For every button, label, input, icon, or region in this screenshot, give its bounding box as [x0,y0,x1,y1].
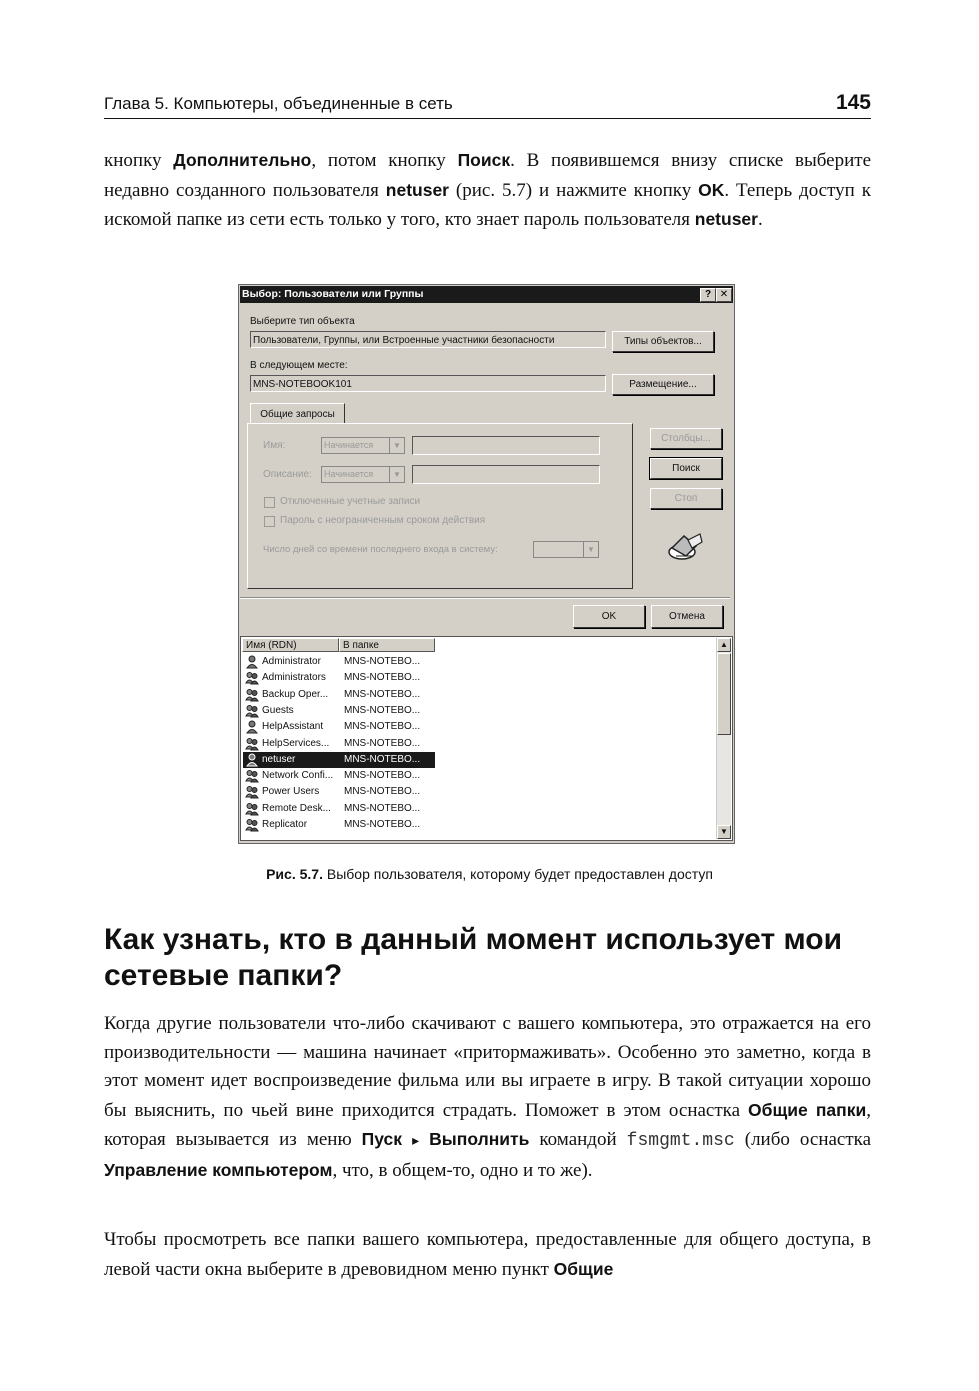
list-item-name: Administrators [262,672,326,684]
paragraph-1: кнопку Дополнительно, потом кнопку Поиск. В появившемся внизу списке выберите недавно созданного пользователя netuser (рис. 5.7) и нажмите кнопку OK. Теперь доступ к искомой папке из сети есть только у того, кто знает пароль пользователя netuser. [104,150,872,230]
column-header-folder[interactable]: В папке [339,638,435,652]
stop-button[interactable]: Стоп [650,488,722,509]
list-item-folder: MNS-NOTEBO... [344,688,421,700]
list-item[interactable] [243,703,435,719]
name-condition-combo[interactable]: Начинается ▼ [321,437,405,454]
vertical-scrollbar[interactable] [716,638,731,839]
disabled-accounts-label: Отключенные учетные записи [280,496,421,507]
locations-button[interactable]: Размещение... [612,374,714,395]
group-icon [245,785,259,799]
scroll-up-icon[interactable]: ▲ [717,638,731,652]
user-icon [245,655,259,669]
group-icon [245,769,259,783]
close-button[interactable]: ✕ [716,288,732,302]
non-expiring-password-checkbox[interactable] [264,516,275,527]
chevron-down-icon: ▼ [389,467,404,482]
days-combo[interactable] [533,541,599,558]
list-item-folder: MNS-NOTEBO... [344,656,421,667]
list-item-folder: MNS-NOTEBO... [344,802,421,814]
user-icon [245,753,259,767]
list-item[interactable] [243,670,435,686]
section-heading: Как узнать, кто в данный момент использует мои сетевые папки? [104,923,843,992]
chevron-down-icon: ▼ [583,542,598,557]
name-input[interactable] [412,436,600,455]
list-item-name: Guests [262,704,294,716]
list-item-name: HelpAssistant [262,721,324,733]
object-type-field: Пользователи, Группы, или Встроенные участники безопасности [250,331,606,348]
list-item[interactable] [243,654,435,670]
scroll-down-icon[interactable]: ▼ [717,825,731,839]
ok-button[interactable]: OK [573,605,645,628]
tab-common-queries[interactable]: Общие запросы [250,403,345,424]
list-item-name: Power Users [262,786,320,798]
scroll-thumb[interactable] [717,653,731,735]
page-number: 145 [835,91,871,114]
user-icon [245,720,259,734]
list-item-folder: MNS-NOTEBO... [344,770,421,782]
list-item-name: Replicator [262,819,308,830]
running-header [104,90,871,119]
disabled-accounts-checkbox[interactable] [264,497,275,508]
search-results-list [240,636,733,841]
list-item-folder: MNS-NOTEBO... [344,672,421,684]
group-icon [245,671,259,685]
divider [240,597,730,599]
group-icon [245,688,259,702]
command-code: fsmgmt.msc [626,1131,735,1151]
list-item-folder: MNS-NOTEBO... [344,819,421,830]
figure-label: Рис. 5.7. [266,866,323,882]
find-now-button[interactable]: Поиск [650,458,722,479]
list-item[interactable] [243,784,435,800]
object-types-button[interactable]: Типы объектов... [612,331,714,352]
list-item[interactable] [243,817,435,833]
dialog-titlebar [240,286,733,303]
list-item-folder: MNS-NOTEBO... [344,753,421,765]
non-expiring-password-label: Пароль с неограниченным сроком действия [280,515,486,526]
group-icon [245,802,259,816]
chevron-down-icon: ▼ [389,438,404,453]
group-icon [245,818,259,832]
location-label: В следующем месте: [250,360,348,371]
list-item-name: Network Confi... [262,770,334,782]
list-item[interactable] [243,768,435,784]
name-label: Имя: [263,440,286,451]
column-header-name[interactable]: Имя (RDN) [242,638,339,652]
figure-caption-text: Выбор пользователя, которому будет предоставлен доступ [322,866,713,882]
description-input[interactable] [412,465,600,484]
group-icon [245,737,259,751]
list-item[interactable] [243,687,435,703]
days-since-logon-label: Число дней со времени последнего входа в систему: [263,544,498,555]
cancel-button[interactable]: Отмена [651,605,723,628]
paragraph-2: Когда другие пользователи что-либо скачивают с вашего компьютера, это отражается на его производительности — машина начинает «притормаживать». Особенно это заметно, когда в этот момент идет воспроизведение фильма или вы играете в игру. В такой ситуации хорошо бы выяснить, по чьей вине приходится страдать. Поможет в этом оснастка Общие папки, которая вызывается из меню Пуск ▸ Выполнить командой fsmgmt.msc (либо оснастка Управление компьютером, что, в общем-то, одно и то же). [104,1013,872,1181]
list-item-name: netuser [262,753,296,765]
description-label: Описание: [263,469,312,480]
list-item-name: Administrator [262,656,321,667]
list-item-name: Remote Desk... [262,802,331,814]
list-item-folder: MNS-NOTEBO... [344,737,421,749]
list-item-name: HelpServices... [262,737,330,749]
columns-button[interactable]: Столбцы... [650,428,722,449]
help-button[interactable]: ? [700,288,716,302]
menu-arrow-icon: ▸ [412,1132,420,1148]
group-icon [245,704,259,718]
list-item[interactable] [243,719,435,735]
location-field: MNS-NOTEBOOK101 [250,375,606,392]
list-item[interactable] [243,736,435,752]
dialog-title: Выбор: Пользователи или Группы [242,288,424,300]
list-item-name: Backup Oper... [262,688,329,700]
figure-caption [0,866,979,882]
list-item-folder: MNS-NOTEBO... [344,704,421,716]
list-item-folder: MNS-NOTEBO... [344,786,421,798]
chapter-title: Глава 5. Компьютеры, объединенные в сеть [104,94,453,113]
description-condition-combo[interactable]: Начинается ▼ [321,466,405,483]
list-item[interactable] [243,752,435,768]
object-type-label: Выберите тип объекта [250,316,355,327]
search-flashlight-icon [666,530,706,564]
list-item-folder: MNS-NOTEBO... [344,721,421,733]
paragraph-3: Чтобы просмотреть все папки вашего компьютера, предоставленные для общего доступа, в левой части окна выберите в древовидном меню пункт Общие [104,1229,871,1280]
list-item[interactable] [243,801,435,817]
